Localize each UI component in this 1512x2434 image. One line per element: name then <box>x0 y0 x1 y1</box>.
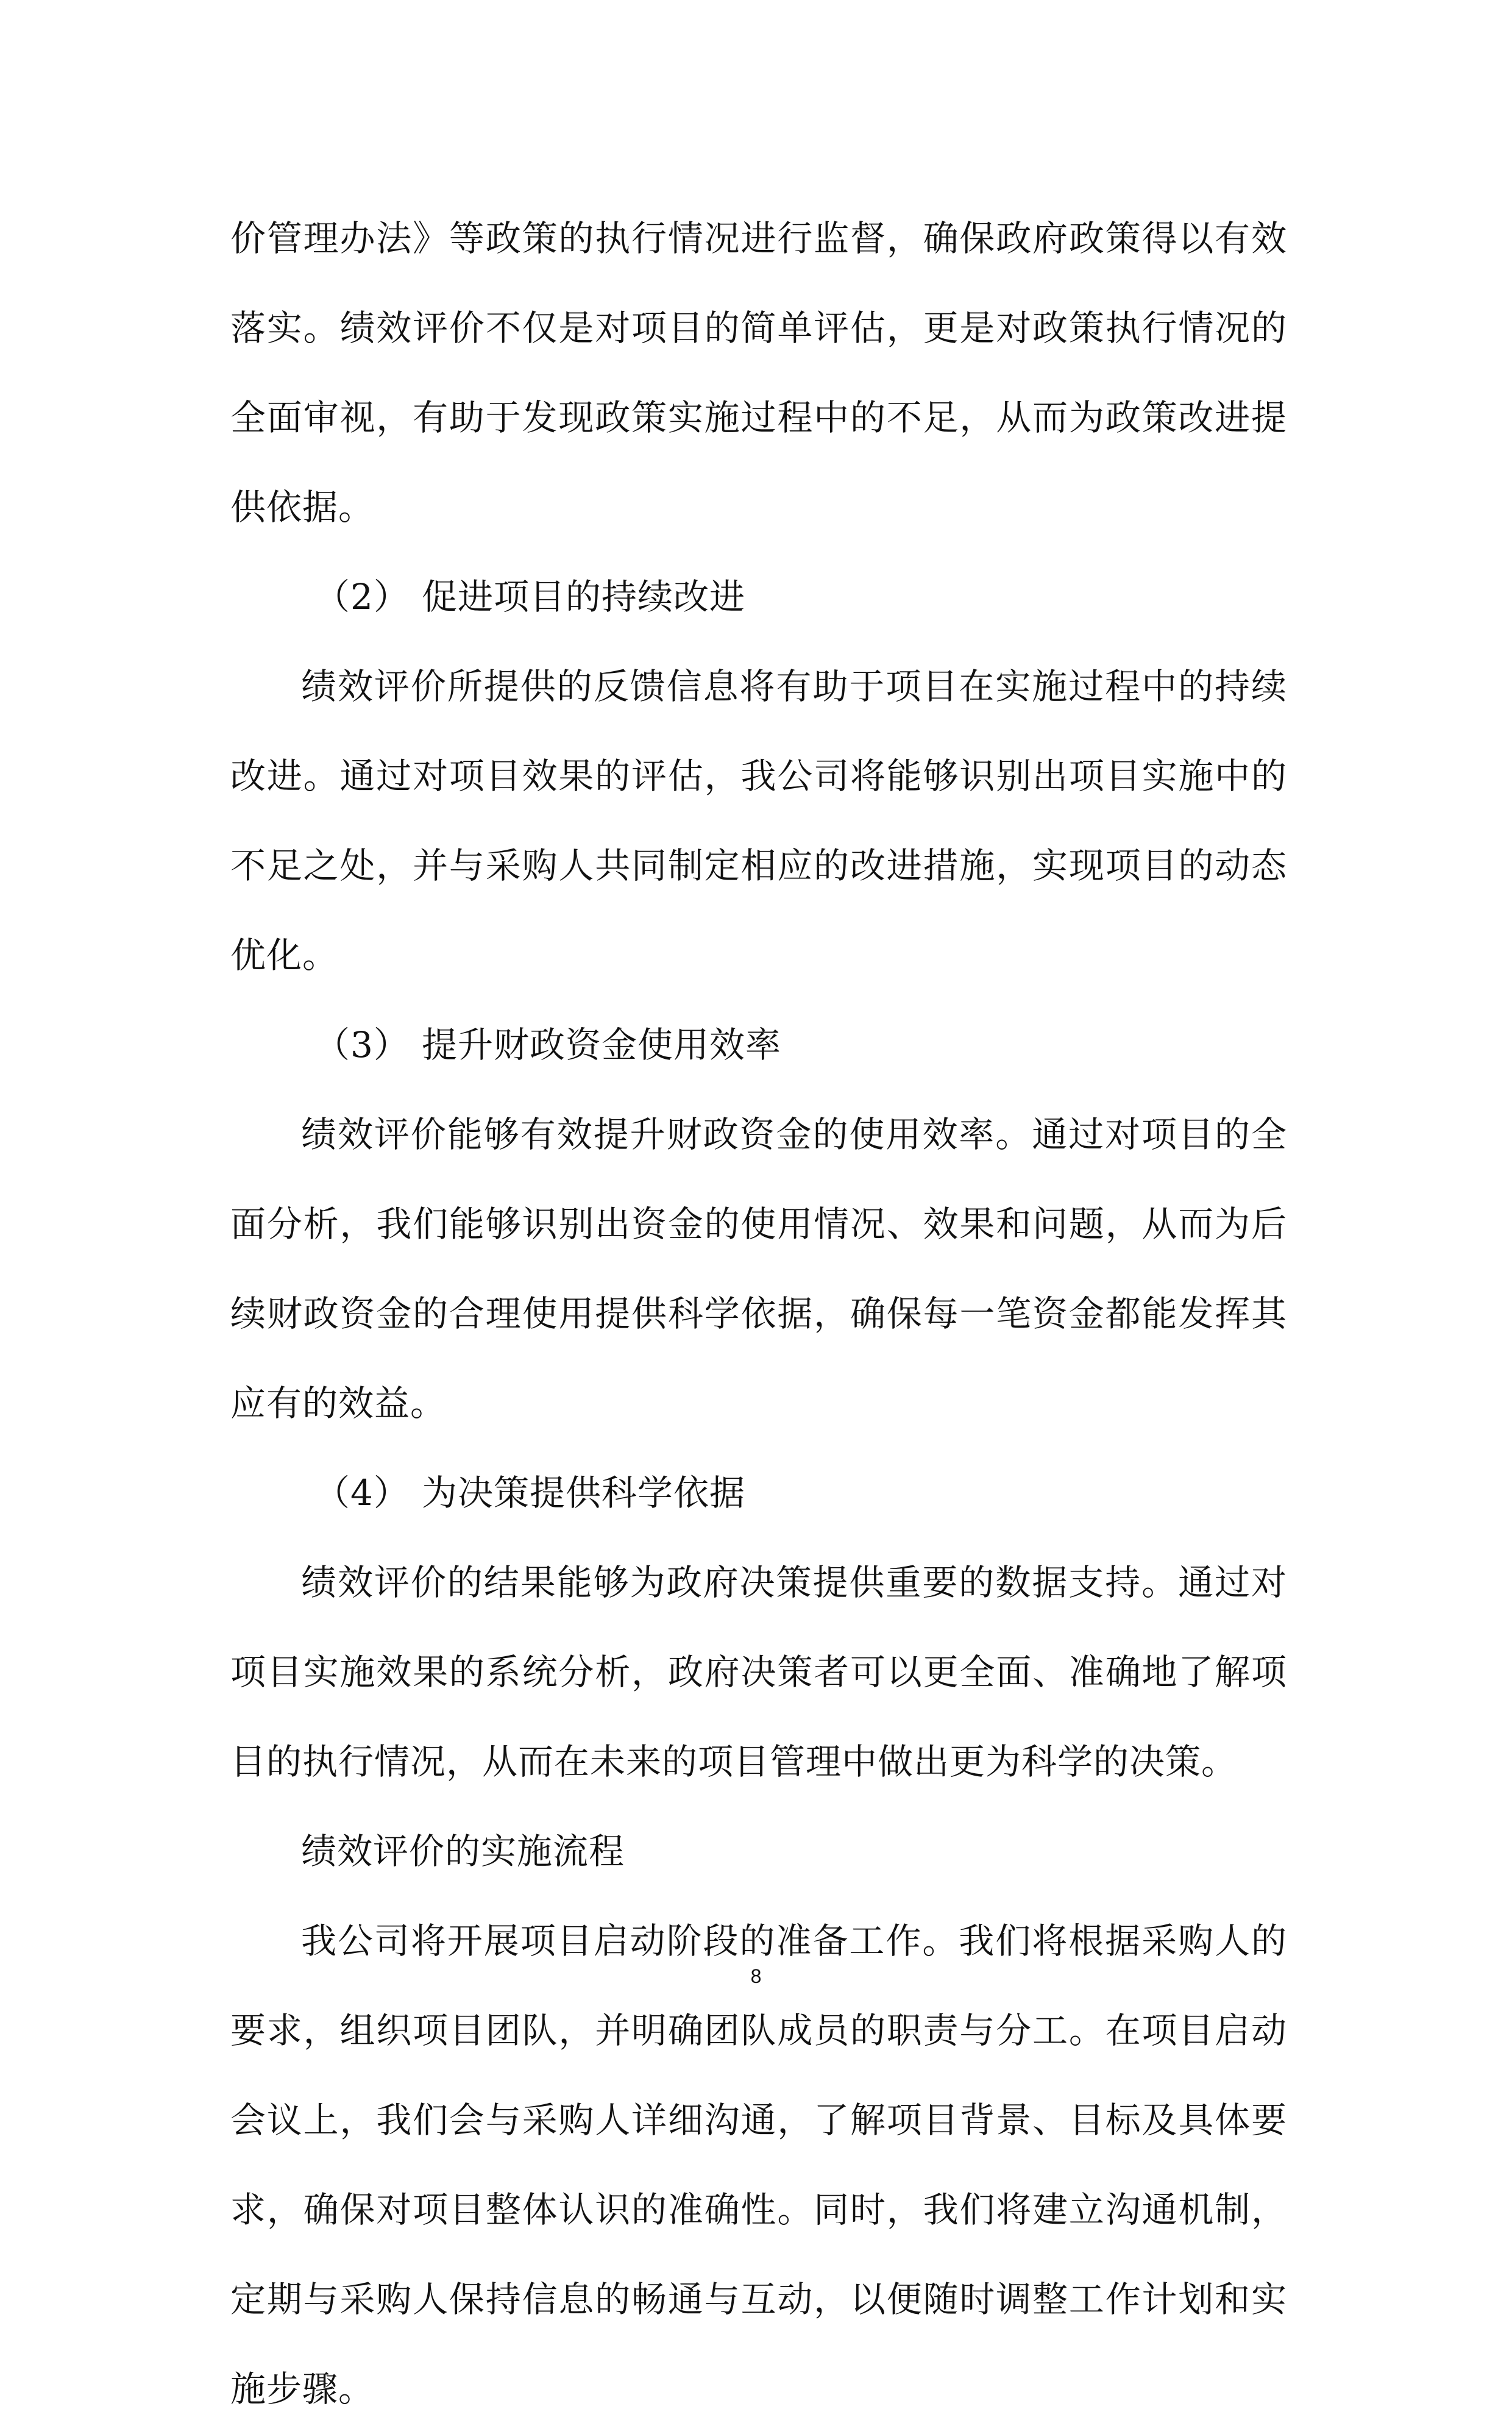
heading-number: （2） <box>314 576 410 617</box>
paragraph-fund-efficiency: 绩效评价能够有效提升财政资金的使用效率。通过对项目的全面分析，我们能够识别出资金的使用情况、效果和问题，从而为后续财政资金的合理使用提供科学依据，确保每一笔资金都能发挥其应有的效益。 <box>230 1114 1287 1424</box>
section-title-implementation-process: 绩效评价的实施流程 <box>301 1831 625 1872</box>
heading-text: 促进项目的持续改进 <box>422 576 746 617</box>
heading-promote-continuous-improvement <box>230 552 1287 642</box>
paragraph-continuation: 价管理办法》等政策的执行情况进行监督，确保政府政策得以有效落实。绩效评价不仅是对项目的简单评估，更是对政策执行情况的全面审视，有助于发现政策实施过程中的不足，从而为政策改进提供依据。 <box>230 218 1287 528</box>
heading-number: （4） <box>314 1472 410 1514</box>
heading-number: （3） <box>314 1024 410 1066</box>
paragraph-feedback: 绩效评价所提供的反馈信息将有助于项目在实施过程中的持续改进。通过对项目效果的评估，我公司将能够识别出项目实施中的不足之处，并与采购人共同制定相应的改进措施，实现项目的动态优化。 <box>230 666 1287 976</box>
heading-text: 提升财政资金使用效率 <box>422 1024 782 1066</box>
heading-improve-fund-efficiency <box>230 1000 1287 1090</box>
heading-decision-basis <box>230 1448 1287 1538</box>
heading-text: 为决策提供科学依据 <box>422 1472 746 1514</box>
document-body <box>230 194 1287 2434</box>
paragraph-project-startup: 我公司将开展项目启动阶段的准备工作。我们将根据采购人的要求，组织项目团队，并明确团队成员的职责与分工。在项目启动会议上，我们会与采购人详细沟通，了解项目背景、目标及具体要求，确保对项目整体认识的准确性。同时，我们将建立沟通机制，定期与采购人保持信息的畅通与互动，以便随时调整工作计划和实施步骤。 <box>230 1920 1287 2410</box>
paragraph-decision-support: 绩效评价的结果能够为政府决策提供重要的数据支持。通过对项目实施效果的系统分析，政府决策者可以更全面、准确地了解项目的执行情况，从而在未来的项目管理中做出更为科学的决策。 <box>230 1562 1287 1782</box>
page-number: 8 <box>750 1965 762 1987</box>
